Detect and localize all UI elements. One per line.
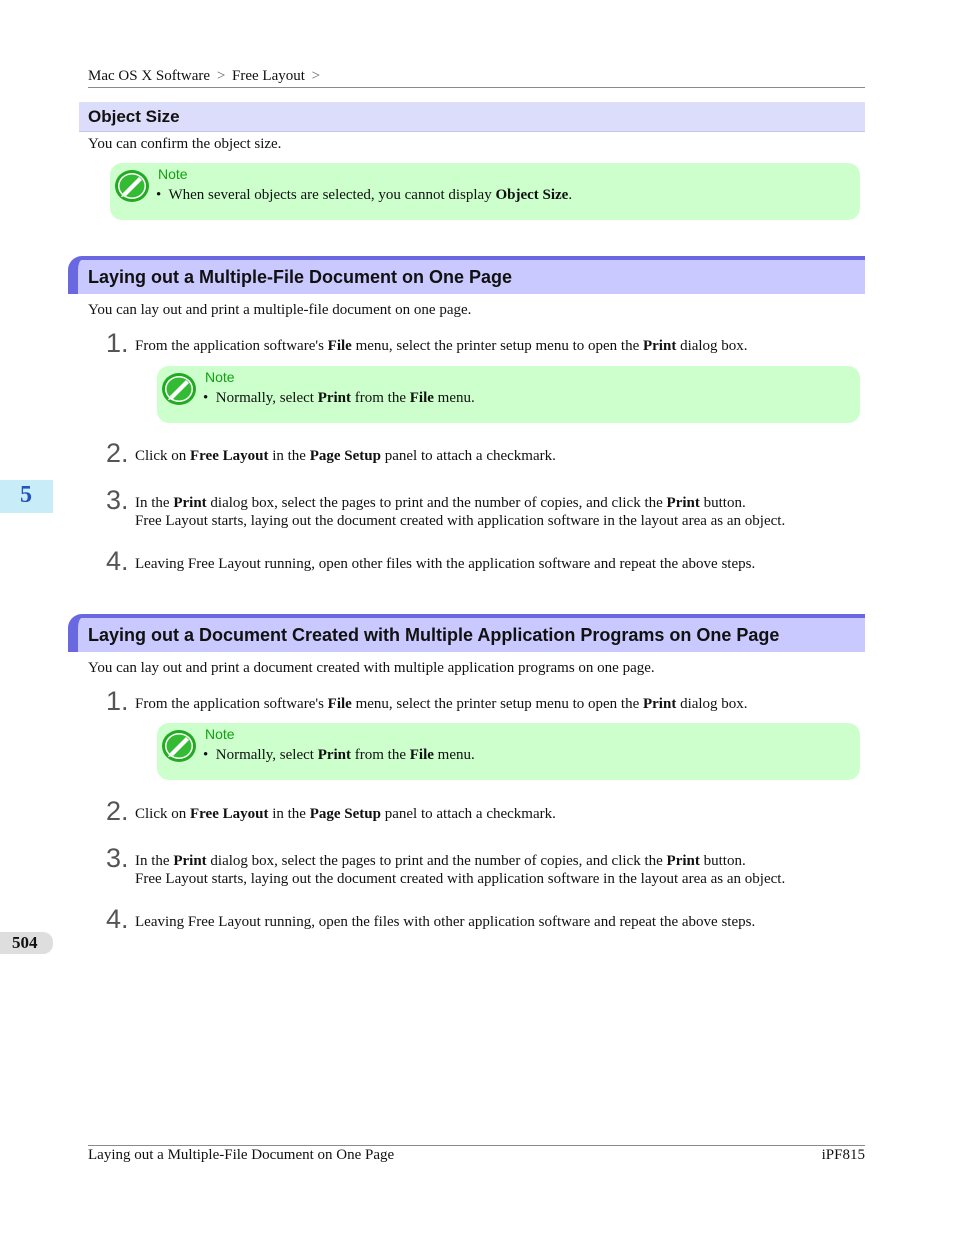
pencil-note-icon xyxy=(161,729,197,763)
step-text: Free Layout starts, laying out the document created with application software in the layout area as an object. xyxy=(135,513,786,529)
note-box xyxy=(157,723,860,780)
section-heading xyxy=(68,614,865,652)
breadcrumb-item[interactable]: Free Layout xyxy=(232,68,305,84)
note-label: Note xyxy=(205,369,235,385)
pencil-note-icon xyxy=(114,169,150,203)
step-text: Leaving Free Layout running, open other files with the application software and repeat the above steps. xyxy=(135,556,756,572)
paragraph: You can lay out and print a multiple-file document on one page. xyxy=(88,302,472,318)
step-text: In the Print dialog box, select the pages to print and the number of copies, and click the Print button. xyxy=(135,853,746,869)
step-text: Click on Free Layout in the Page Setup panel to attach a checkmark. xyxy=(135,448,556,464)
paragraph: You can lay out and print a document created with multiple application programs on one page. xyxy=(88,660,655,676)
paragraph: You can confirm the object size. xyxy=(88,136,282,152)
footer-title: Laying out a Multiple-File Document on One Page xyxy=(88,1147,395,1163)
section-title: Laying out a Multiple-File Document on One Page xyxy=(88,267,513,287)
step-number: 1. xyxy=(106,328,129,358)
step-number: 3. xyxy=(106,485,129,515)
header-rule xyxy=(88,87,865,88)
note-box xyxy=(157,366,860,423)
note-label: Note xyxy=(205,726,235,742)
pencil-note-icon xyxy=(161,372,197,406)
step-number: 3. xyxy=(106,843,129,873)
page-number: 504 xyxy=(12,933,38,952)
step-number: 1. xyxy=(106,686,129,716)
subsection-heading xyxy=(79,102,865,132)
step-number: 4. xyxy=(106,546,129,576)
note-item: • Normally, select Print from the File menu. xyxy=(203,390,475,406)
breadcrumb-item[interactable]: Mac OS X Software xyxy=(88,68,211,84)
step-text: Leaving Free Layout running, open the files with other application software and repeat the above steps. xyxy=(135,914,756,930)
chapter-number: 5 xyxy=(20,482,32,508)
step-text: From the application software's File menu, select the printer setup menu to open the Print dialog box. xyxy=(135,338,748,354)
step-text: Click on Free Layout in the Page Setup panel to attach a checkmark. xyxy=(135,806,556,822)
step-number: 4. xyxy=(106,904,129,934)
step-number: 2. xyxy=(106,796,129,826)
breadcrumb-separator: > xyxy=(216,68,226,84)
breadcrumb xyxy=(88,67,323,85)
page-number-tab xyxy=(0,932,53,954)
note-label: Note xyxy=(158,166,188,182)
note-item: • When several objects are selected, you cannot display Object Size. xyxy=(156,187,573,203)
step-number: 2. xyxy=(106,438,129,468)
breadcrumb-separator: > xyxy=(311,68,321,84)
step-text: From the application software's File menu, select the printer setup menu to open the Print dialog box. xyxy=(135,696,748,712)
section-title: Laying out a Document Created with Multiple Application Programs on One Page xyxy=(88,625,780,645)
step-text: Free Layout starts, laying out the document created with application software in the layout area as an object. xyxy=(135,871,786,887)
subsection-title: Object Size xyxy=(88,107,180,126)
section-heading xyxy=(68,256,865,294)
note-box xyxy=(110,163,860,220)
footer-model: iPF815 xyxy=(821,1147,865,1163)
note-item: • Normally, select Print from the File menu. xyxy=(203,747,475,763)
step-text: In the Print dialog box, select the pages to print and the number of copies, and click the Print button. xyxy=(135,495,746,511)
chapter-tab[interactable] xyxy=(0,480,53,513)
